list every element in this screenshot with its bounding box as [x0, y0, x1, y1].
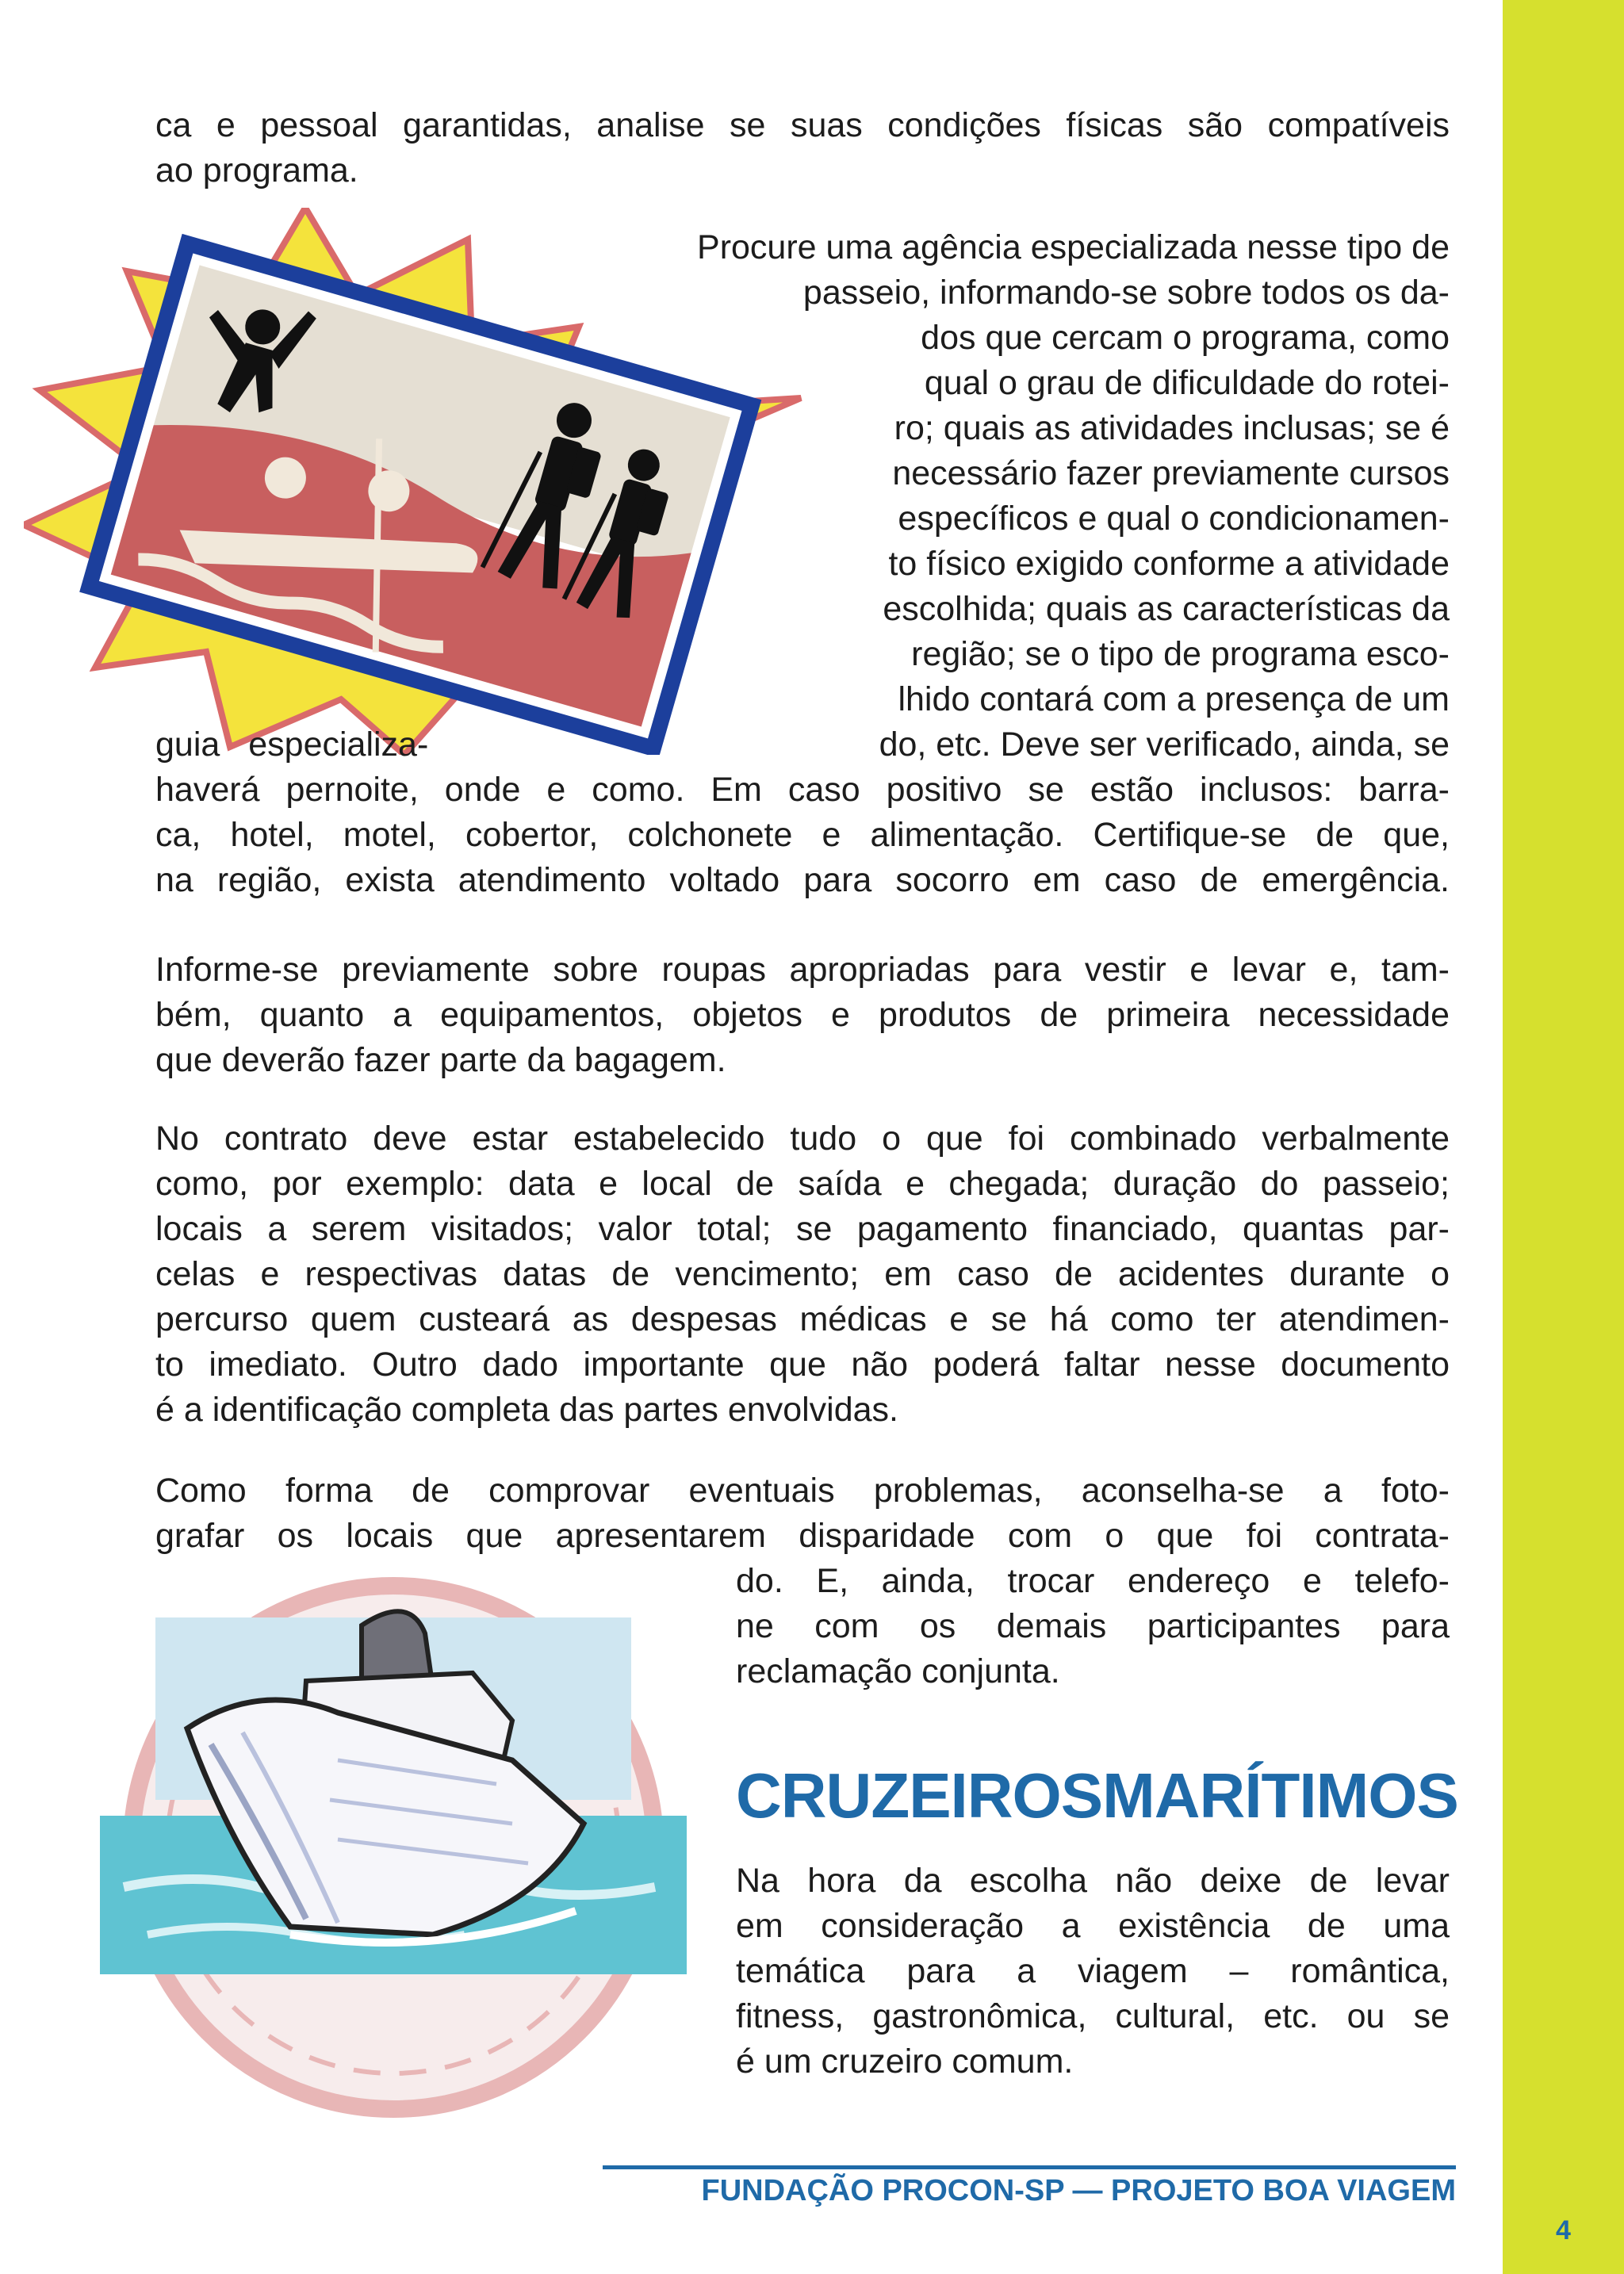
agency-line: haverá pernoite, onde e como. Em caso positivo se estão inclusos: barra-: [155, 771, 1450, 809]
agency-line: região; se o tipo de programa esco-: [911, 635, 1450, 673]
contract-line: to imediato. Outro dado importante que não poderá faltar nesse documento: [155, 1346, 1450, 1384]
cruise-line: em consideração a existência de uma: [736, 1907, 1450, 1945]
agency-line: ca, hotel, motel, cobertor, colchonete e alimentação. Certifique-se de que,: [155, 816, 1450, 854]
contract-line: celas e respectivas datas de vencimento; em caso de acidentes durante o: [155, 1255, 1450, 1293]
contract-paragraph: [155, 1116, 1450, 1433]
photo-line: reclamação conjunta.: [736, 1652, 1060, 1690]
agency-line: qual o grau de dificuldade do rotei-: [924, 364, 1450, 402]
photo-line: do. E, ainda, trocar endereço e telefo-: [736, 1562, 1450, 1600]
cruise-line: temática para a viagem – romântica,: [736, 1952, 1450, 1990]
cruise-line: Na hora da escolha não deixe de levar: [736, 1862, 1450, 1900]
cruise-line: fitness, gastronômica, cultural, etc. ou se: [736, 1997, 1450, 2035]
intro-line: ao programa.: [155, 151, 358, 190]
sidebar-accent-band: [1503, 0, 1624, 2274]
agency-line: ro; quais as atividades inclusas; se é: [894, 409, 1450, 447]
clothing-line: Informe-se previamente sobre roupas apropriadas para vestir e levar e, tam-: [155, 951, 1450, 989]
agency-line: específicos e qual o condicionamen-: [898, 500, 1450, 538]
contract-line: percurso quem custeará as despesas médicas e se há como ter atendimen-: [155, 1300, 1450, 1338]
contract-line: como, por exemplo: data e local de saída e chegada; duração do passeio;: [155, 1165, 1450, 1203]
agency-split-line-right: do, etc. Deve ser verificado, ainda, se: [879, 725, 1450, 764]
intro-line: ca e pessoal garantidas, analise se suas condições físicas são compatíveis: [155, 106, 1450, 144]
photo-paragraph-wrapped: [736, 1559, 1450, 1694]
agency-line: escolhida; quais as características da: [883, 590, 1450, 628]
agency-line: passeio, informando-se sobre todos os da-: [802, 274, 1450, 312]
intro-paragraph: [155, 103, 1450, 193]
contract-line: é a identificação completa das partes envolvidas.: [155, 1391, 898, 1429]
clothing-line: bém, quanto a equipamentos, objetos e produtos de primeira necessidade: [155, 996, 1450, 1034]
photo-line: grafar os locais que apresentarem disparidade com o que foi contrata-: [155, 1517, 1450, 1555]
clothing-line: que deverão fazer parte da bagagem.: [155, 1041, 726, 1079]
agency-line: to físico exigido conforme a atividade: [888, 545, 1450, 583]
page-number: 4: [1556, 2215, 1571, 2245]
agency-line: necessário fazer previamente cursos: [892, 454, 1450, 492]
agency-paragraph: [555, 225, 1450, 722]
agency-paragraph-continued: [155, 768, 1450, 903]
contract-line: locais a serem visitados; valor total; se pagamento financiado, quantas par-: [155, 1210, 1450, 1248]
section-heading: CRUZEIROSMARÍTIMOS: [736, 1760, 1458, 1831]
agency-line: Procure uma agência especializada nesse tipo de: [697, 228, 1450, 266]
agency-split-line-left: guia especializa-: [155, 725, 429, 764]
cruise-paragraph: [736, 1859, 1450, 2084]
agency-line: na região, exista atendimento voltado para socorro em caso de emergência.: [155, 861, 1450, 899]
photo-line: Como forma de comprovar eventuais problemas, aconselha-se a foto-: [155, 1472, 1450, 1510]
cruise-line: é um cruzeiro comum.: [736, 2042, 1074, 2081]
footer-rule: [603, 2165, 1456, 2169]
photo-paragraph: [155, 1468, 1450, 1559]
photo-line: ne com os demais participantes para: [736, 1607, 1450, 1645]
agency-line: dos que cercam o programa, como: [921, 319, 1450, 357]
agency-line: lhido contará com a presença de um: [898, 680, 1450, 718]
contract-line: No contrato deve estar estabelecido tudo o que foi combinado verbalmente: [155, 1120, 1450, 1158]
cruise-ship-illustration: [100, 1562, 687, 2141]
clothing-paragraph: [155, 948, 1450, 1083]
footer-title: FUNDAÇÃO PROCON-SP — PROJETO BOA VIAGEM: [701, 2174, 1456, 2207]
